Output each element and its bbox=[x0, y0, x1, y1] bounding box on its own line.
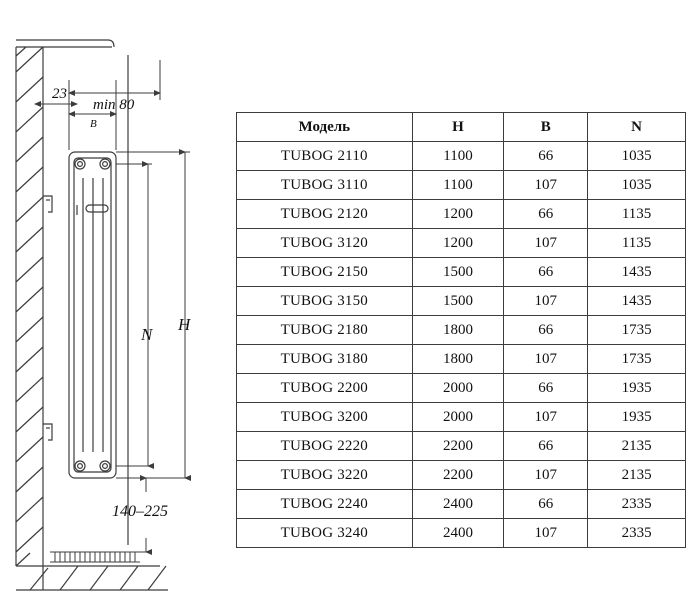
table-row bbox=[237, 171, 686, 200]
cell-model: TUBOG 2180 bbox=[237, 316, 413, 345]
column-header-n: N bbox=[588, 113, 686, 142]
cell-model: TUBOG 2120 bbox=[237, 200, 413, 229]
column-header-b: B bbox=[504, 113, 588, 142]
cell-model: TUBOG 3220 bbox=[237, 461, 413, 490]
table-row bbox=[237, 461, 686, 490]
cell-h: 2400 bbox=[412, 519, 504, 548]
cell-model: TUBOG 3150 bbox=[237, 287, 413, 316]
cell-b: 107 bbox=[504, 171, 588, 200]
cell-b: 66 bbox=[504, 316, 588, 345]
dimension-B bbox=[69, 80, 116, 150]
table-row bbox=[237, 374, 686, 403]
cell-n: 1435 bbox=[588, 287, 686, 316]
cell-h: 2000 bbox=[412, 403, 504, 432]
cell-model: TUBOG 3240 bbox=[237, 519, 413, 548]
cell-model: TUBOG 2150 bbox=[237, 258, 413, 287]
cell-n: 2135 bbox=[588, 461, 686, 490]
cell-b: 107 bbox=[504, 345, 588, 374]
cell-h: 2400 bbox=[412, 490, 504, 519]
cell-h: 1800 bbox=[412, 316, 504, 345]
cell-n: 1735 bbox=[588, 316, 686, 345]
dimension-label-H: H bbox=[178, 315, 191, 334]
cell-h: 1500 bbox=[412, 287, 504, 316]
cell-n: 1035 bbox=[588, 142, 686, 171]
cell-model: TUBOG 2110 bbox=[237, 142, 413, 171]
dimension-min-80 bbox=[69, 60, 160, 100]
table-row bbox=[237, 258, 686, 287]
cell-n: 1735 bbox=[588, 345, 686, 374]
column-header-h: H bbox=[412, 113, 504, 142]
cell-h: 2000 bbox=[412, 374, 504, 403]
cell-h: 2200 bbox=[412, 461, 504, 490]
radiator-installation-drawing bbox=[0, 0, 235, 613]
cell-h: 1500 bbox=[412, 258, 504, 287]
column-header-model: Модель bbox=[237, 113, 413, 142]
cell-n: 2135 bbox=[588, 432, 686, 461]
table-row bbox=[237, 432, 686, 461]
cell-n: 1935 bbox=[588, 374, 686, 403]
table-row bbox=[237, 316, 686, 345]
cell-b: 107 bbox=[504, 229, 588, 258]
dimension-label-B: B bbox=[90, 118, 97, 130]
wall-bracket-icon bbox=[43, 196, 52, 440]
cell-model: TUBOG 2240 bbox=[237, 490, 413, 519]
ceiling-slab-icon bbox=[16, 40, 114, 47]
dimension-label-23: 23 bbox=[52, 86, 67, 102]
radiator-section-icon bbox=[69, 152, 116, 478]
cell-h: 1200 bbox=[412, 229, 504, 258]
cell-b: 66 bbox=[504, 374, 588, 403]
table-row bbox=[237, 142, 686, 171]
cell-b: 66 bbox=[504, 142, 588, 171]
cell-n: 1435 bbox=[588, 258, 686, 287]
cell-h: 1800 bbox=[412, 345, 504, 374]
floor-hatch-icon bbox=[16, 566, 168, 590]
cell-h: 1100 bbox=[412, 142, 504, 171]
table-row bbox=[237, 403, 686, 432]
cell-b: 107 bbox=[504, 287, 588, 316]
table-header-row bbox=[237, 113, 686, 142]
cell-n: 2335 bbox=[588, 490, 686, 519]
wall-hatch-icon bbox=[16, 47, 43, 566]
cell-h: 1200 bbox=[412, 200, 504, 229]
dimension-label-min-80: min 80 bbox=[93, 97, 135, 113]
cell-n: 2335 bbox=[588, 519, 686, 548]
cell-n: 1135 bbox=[588, 229, 686, 258]
cell-b: 66 bbox=[504, 200, 588, 229]
floor-grille-icon bbox=[50, 552, 140, 562]
table-row bbox=[237, 519, 686, 548]
table-row bbox=[237, 287, 686, 316]
dimension-N bbox=[116, 164, 152, 466]
cell-model: TUBOG 3110 bbox=[237, 171, 413, 200]
cell-b: 107 bbox=[504, 519, 588, 548]
cell-n: 1935 bbox=[588, 403, 686, 432]
cell-b: 107 bbox=[504, 461, 588, 490]
table-row bbox=[237, 200, 686, 229]
dimension-label-floor-distance: 140–225 bbox=[112, 503, 168, 520]
cell-b: 66 bbox=[504, 258, 588, 287]
cell-model: TUBOG 2200 bbox=[237, 374, 413, 403]
model-specification-table bbox=[236, 112, 686, 548]
table-row bbox=[237, 229, 686, 258]
cell-model: TUBOG 3120 bbox=[237, 229, 413, 258]
cell-h: 2200 bbox=[412, 432, 504, 461]
cell-n: 1035 bbox=[588, 171, 686, 200]
cell-b: 66 bbox=[504, 432, 588, 461]
table-row bbox=[237, 490, 686, 519]
cell-model: TUBOG 2220 bbox=[237, 432, 413, 461]
table-row bbox=[237, 345, 686, 374]
cell-b: 107 bbox=[504, 403, 588, 432]
cell-h: 1100 bbox=[412, 171, 504, 200]
cell-model: TUBOG 3200 bbox=[237, 403, 413, 432]
drawing-canvas bbox=[0, 0, 235, 613]
cell-model: TUBOG 3180 bbox=[237, 345, 413, 374]
dimension-label-N: N bbox=[141, 325, 153, 344]
cell-b: 66 bbox=[504, 490, 588, 519]
cell-n: 1135 bbox=[588, 200, 686, 229]
